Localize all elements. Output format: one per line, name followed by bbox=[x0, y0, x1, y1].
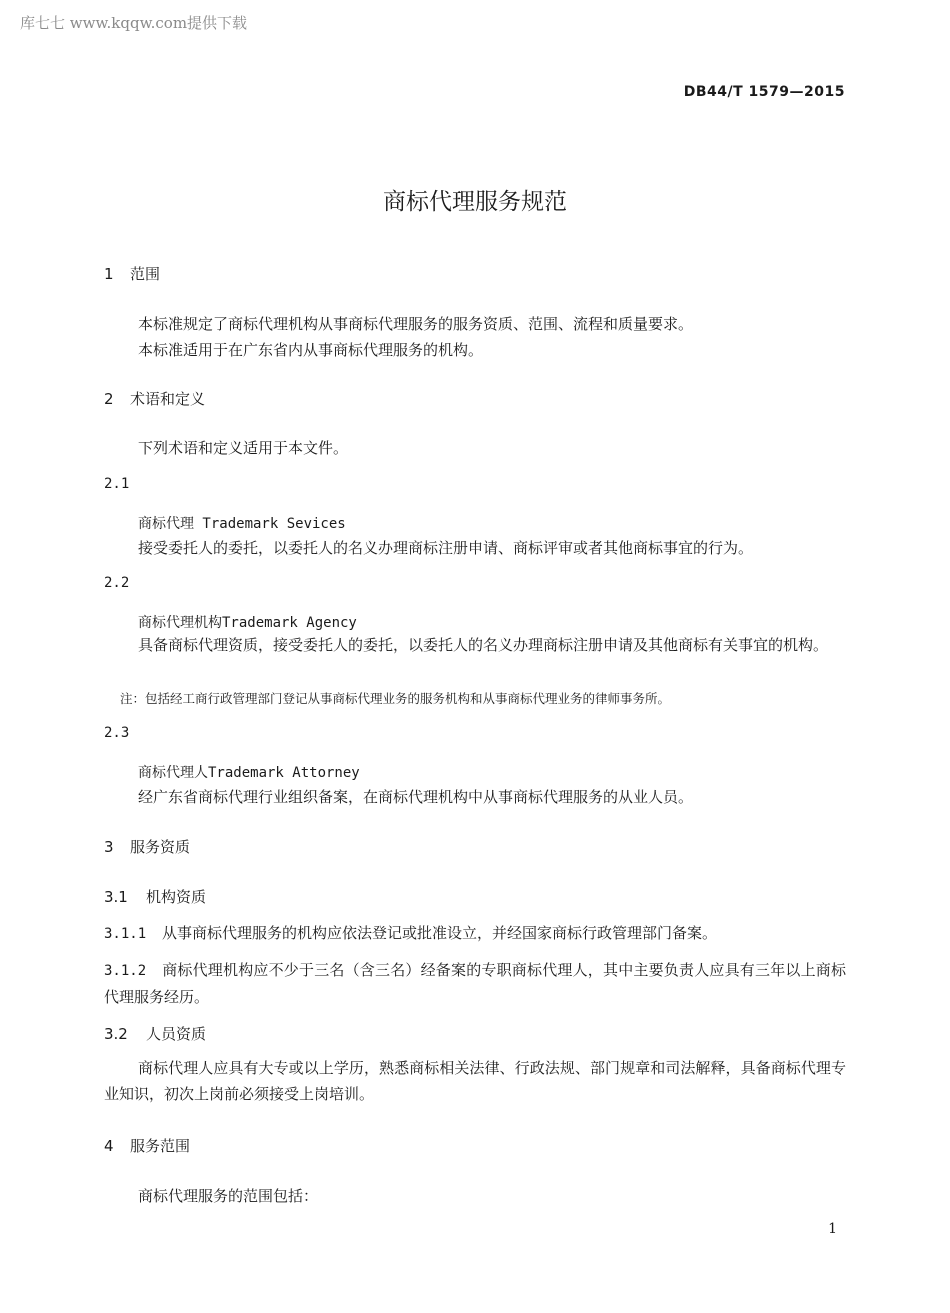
term-definition: 具备商标代理资质，接受委托人的委托，以委托人的名义办理商标注册申请及其他商标有关事宜的机构。 bbox=[138, 636, 829, 654]
term-name: 商标代理 Trademark Sevices bbox=[138, 516, 346, 532]
section-2-heading bbox=[104, 388, 205, 409]
personnel-qualification-text: 商标代理人应具有大专或以上学历，熟悉商标相关法律、行政法规、部门规章和司法解释，具备商标代理专业知识，初次上岗前必须接受上岗培训。 bbox=[104, 1059, 846, 1103]
clause-3-1-1 bbox=[104, 922, 717, 943]
term-note: 注：包括经工商行政管理部门登记从事商标代理业务的服务机构和从事商标代理业务的律师事务所。 bbox=[120, 691, 671, 706]
section-title: 服务资质 bbox=[130, 838, 191, 856]
subsection-3-1-heading bbox=[104, 886, 206, 907]
section-number: 4 bbox=[104, 1137, 114, 1155]
watermark-text: 库七七 www.kqqw.com提供下载 bbox=[20, 14, 248, 32]
clause-number: 3.1.1 bbox=[104, 926, 147, 942]
section-1-heading bbox=[104, 263, 160, 284]
service-scope-intro: 商标代理服务的范围包括： bbox=[138, 1187, 319, 1205]
term-definition: 经广东省商标代理行业组织备案，在商标代理机构中从事商标代理服务的从业人员。 bbox=[138, 788, 694, 806]
section-title: 服务范围 bbox=[130, 1137, 191, 1155]
section-number: 1 bbox=[104, 265, 114, 283]
section-title: 术语和定义 bbox=[130, 390, 206, 408]
section-3-heading bbox=[104, 836, 190, 857]
section-title: 范围 bbox=[130, 265, 161, 283]
subsection-number: 3.2 bbox=[104, 1025, 128, 1043]
terms-intro: 下列术语和定义适用于本文件。 bbox=[138, 439, 349, 457]
section-4-heading bbox=[104, 1135, 190, 1156]
term-number: 2.2 bbox=[104, 575, 130, 591]
subsection-number: 3.1 bbox=[104, 888, 128, 906]
clause-text: 商标代理机构应不少于三名（含三名）经备案的专职商标代理人，其中主要负责人应具有三年以上商标代理服务经历。 bbox=[104, 961, 846, 1006]
subsection-title: 机构资质 bbox=[146, 888, 207, 906]
scope-paragraph-1: 本标准规定了商标代理机构从事商标代理服务的服务资质、范围、流程和质量要求。 bbox=[138, 315, 694, 333]
section-number: 2 bbox=[104, 390, 114, 408]
term-name: 商标代理人Trademark Attorney bbox=[138, 765, 360, 781]
clause-number: 3.1.2 bbox=[104, 963, 147, 979]
page-number: 1 bbox=[828, 1221, 837, 1237]
standard-number: DB44/T 1579—2015 bbox=[683, 84, 845, 100]
clause-text: 从事商标代理服务的机构应依法登记或批准设立，并经国家商标行政管理部门备案。 bbox=[162, 924, 718, 942]
term-number: 2.3 bbox=[104, 725, 130, 741]
subsection-3-2-heading bbox=[104, 1023, 206, 1044]
scope-paragraph-2: 本标准适用于在广东省内从事商标代理服务的机构。 bbox=[138, 341, 484, 359]
subsection-title: 人员资质 bbox=[146, 1025, 207, 1043]
term-name: 商标代理机构Trademark Agency bbox=[138, 615, 357, 631]
section-number: 3 bbox=[104, 838, 114, 856]
term-number: 2.1 bbox=[104, 476, 130, 492]
clause-3-1-2 bbox=[104, 957, 846, 1010]
document-title: 商标代理服务规范 bbox=[383, 189, 567, 215]
term-definition: 接受委托人的委托，以委托人的名义办理商标注册申请、商标评审或者其他商标事宜的行为。 bbox=[138, 539, 754, 557]
